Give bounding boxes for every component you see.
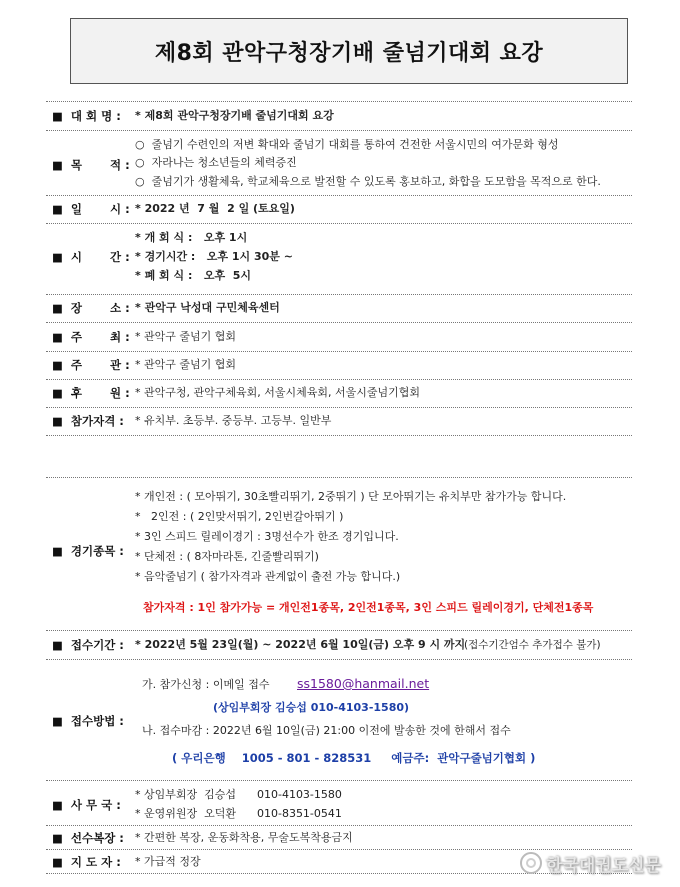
row-label: ■ 지 도 자 : xyxy=(52,855,121,869)
divider xyxy=(46,780,632,781)
reg-method-line: 가. 참가신청 : 이메일 접수 xyxy=(142,678,270,691)
events-line: * 단체전 : ( 8자마라톤, 긴줄빨리뛰기) xyxy=(135,550,319,563)
office-line: * 상임부회장 김승섭 010-4103-1580 xyxy=(135,788,342,801)
office-line: * 운영위원장 오덕환 010-8351-0541 xyxy=(135,807,342,820)
divider xyxy=(46,195,632,196)
row-label: ■ 주 최 : xyxy=(52,330,130,344)
row-value: * 2022 년 7 월 2 일 (토요일) xyxy=(135,202,295,215)
row-label: ■ 일 시 : xyxy=(52,202,130,216)
row-value: * 가급적 정장 xyxy=(135,855,201,868)
row-label: ■ 주 관 : xyxy=(52,358,130,372)
time-line: * 경기시간 : 오후 1시 30분 ~ xyxy=(135,250,293,263)
row-label: ■ 장 소 : xyxy=(52,301,130,315)
events-line: * 3인 스피드 릴레이경기 : 3명선수가 한조 경기입니다. xyxy=(135,530,399,543)
row-label: ■ 접수방법 : xyxy=(52,714,124,728)
events-eligibility-note: 참가자격 : 1인 참가가능 = 개인전1종목, 2인전1종목, 3인 스피드 릴레이경기, 단체전1종목 xyxy=(143,601,594,614)
divider xyxy=(46,407,632,408)
row-value: * 관악구 줄넘기 협회 xyxy=(135,358,236,371)
divider xyxy=(46,223,632,224)
row-value: * 관악구청, 관악구체육회, 서울시체육회, 서울시줄넘기협회 xyxy=(135,386,420,399)
divider xyxy=(46,630,632,631)
page-title: 제8회 관악구청장기배 줄넘기대회 요강 xyxy=(70,18,628,84)
divider xyxy=(46,435,632,436)
row-label: ■ 경기종목 : xyxy=(52,544,124,558)
divider xyxy=(46,322,632,323)
divider xyxy=(46,659,632,660)
divider xyxy=(46,294,632,295)
events-line: * 개인전 : ( 모아뛰기, 30초빨리뛰기, 2중뛰기 ) 단 모아뛰기는 유치부만 참가가능 합니다. xyxy=(135,490,567,503)
divider xyxy=(46,101,632,102)
row-value: * 2022년 5월 23일(월) ~ 2022년 6월 10일(금) 오후 9 시 까지 xyxy=(135,638,466,651)
purpose-line: ○ 줄넘기가 생활체육, 학교체육으로 발전할 수 있도록 홍보하고, 화합을 도모함을 목적으로 한다. xyxy=(135,175,601,188)
divider xyxy=(46,130,632,131)
divider xyxy=(46,351,632,352)
row-value: * 간편한 복장, 운동화착용, 무술도복착용금지 xyxy=(135,831,353,844)
reg-period-note: (접수기간엄수 추가접수 불가) xyxy=(464,639,601,651)
divider xyxy=(46,477,632,478)
newspaper-logo-icon xyxy=(520,852,542,874)
time-line: * 폐 회 식 : 오후 5시 xyxy=(135,269,252,282)
row-value: * 관악구 줄넘기 협회 xyxy=(135,330,236,343)
row-label: ■ 후 원 : xyxy=(52,386,130,400)
purpose-line: ○ 자라나는 청소년들의 체력증진 xyxy=(135,156,297,169)
events-line: * 음악줄넘기 ( 참가자격과 관계없이 출전 가능 합니다.) xyxy=(135,570,401,583)
row-label: ■ 대 회 명 : xyxy=(52,109,121,123)
divider xyxy=(46,379,632,380)
row-label: ■ 선수복장 : xyxy=(52,831,124,845)
row-value: * 유치부. 초등부. 중등부. 고등부. 일반부 xyxy=(135,414,332,427)
row-value: * 관악구 낙성대 구민체육센터 xyxy=(135,301,280,314)
divider xyxy=(46,825,632,826)
events-line: * 2인전 : ( 2인맞서뛰기, 2인번갈아뛰기 ) xyxy=(135,510,344,523)
watermark-text: 한국대권도신문 xyxy=(546,855,661,876)
purpose-line: ○ 줄넘기 수련인의 저변 확대와 줄넘기 대회를 통하여 건전한 서울시민의 여가문화 형성 xyxy=(135,138,559,151)
row-label: ■ 목 적 : xyxy=(52,158,130,172)
row-label: ■ 사 무 국 : xyxy=(52,798,121,812)
row-label: ■ 참가자격 : xyxy=(52,414,124,428)
email-link[interactable]: ss1580@hanmail.net xyxy=(297,676,430,691)
watermark xyxy=(520,845,680,881)
row-value: * 제8회 관악구청장기배 줄넘기대회 요강 xyxy=(135,109,334,122)
reg-contact: (상임부회장 김승섭 010-4103-1580) xyxy=(213,701,410,714)
row-label: ■ 시 간 : xyxy=(52,250,130,264)
time-line: * 개 회 식 : 오후 1시 xyxy=(135,231,248,244)
bank-account: ( 우리은행 1005 - 801 - 828531 예금주: 관악구줄넘기협회 ) xyxy=(172,751,536,765)
reg-deadline-line: 나. 접수마감 : 2022년 6월 10일(금) 21:00 이전에 발송한 것에 한해서 접수 xyxy=(142,724,511,737)
row-label: ■ 접수기간 : xyxy=(52,638,124,652)
